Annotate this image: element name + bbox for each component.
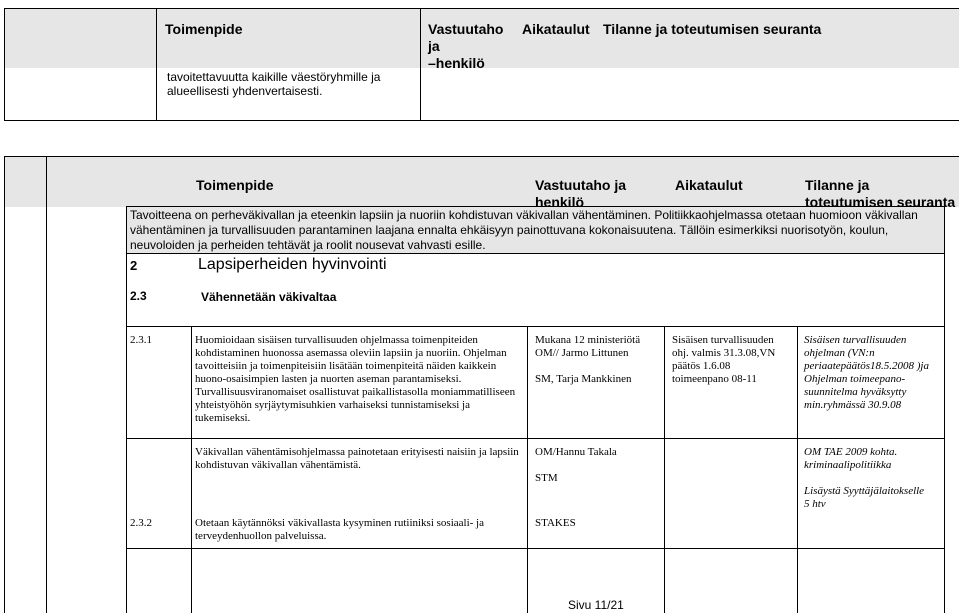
main-header-toimenpide: Toimenpide [196,177,274,193]
top-body-text: tavoitettavuutta kaikille väestöryhmille ja alueellisesti yhdenvertaisesti. [167,70,381,98]
main-header-vastuutaho: Vastuutaho ja henkilö [535,177,627,210]
row-action: Väkivallan vähentämisohjelmassa painotetaan erityisesti naisiin ja lapsiin kohdistuvan väkivallan vähentämistä. [195,446,519,471]
section-number: 2 [130,258,138,273]
goal-text: Tavoitteena on perheväkivallan ja eteenkin lapsiin ja nuoriin kohdistuvan väkivallan vähentäminen. Politiikkaohjelmassa otetaan huomioon väkivallan vähentäminen ja turvallisuuden parantaminen laajana ennalta ehkäisyyn painottuvana kokonaisuutena. Tällöin esimerkiksi nuorisotyön, koulun, neuvoloiden ja perheiden tehtävät ja roolit nousevat vahvasti esille. [130,208,918,252]
row-status: OM TAE 2009 kohta. kriminaalipolitiikka Lisäystä Syyttäjälaitokselle 5 htv [804,446,925,510]
row-responsible: STAKES [535,517,576,529]
subsection-number: 2.3 [130,289,147,303]
page-number: Sivu 11/21 [568,598,624,612]
row-schedule: Sisäisen turvallisuuden ohj. valmis 31.3.08,VN päätös 1.6.08 toimeenpano 08-11 [672,334,776,385]
main-header-tilanne: Tilanne ja toteutumisen seuranta [805,177,956,210]
row-responsible: Mukana 12 ministeriötä OM// Jarmo Littunen SM, Tarja Mankkinen [535,334,641,385]
row-responsible: OM/Hannu Takala STM [535,446,617,484]
row-status: Sisäisen turvallisuuden ohjelman (VN:n periaatepäätös18.5.2008 )ja Ohjelman toimeepano- suunnitelma hyväksytty min.ryhmässä 30.9.08 [804,334,929,411]
top-header-toimenpide: Toimenpide [165,21,243,37]
row-number: 2.3.2 [130,517,152,529]
top-header-aikataulut: Aikataulut [522,21,590,37]
row-action: Huomioidaan sisäisen turvallisuuden ohjelmassa toimenpiteiden kohdistaminen huonossa asemassa oleviin lapsiin ja nuoriin. Ohjelman tavoitteisiin ja toimenpiteisiin lisätään toimenpiteitä näiden kaikkein huono-osaisimpien lasten ja nuorten aseman parantamiseksi. Turvallisuusviranomaiset osallistuvat paikallistasolla moniammatilliseen yhteistyöhön syrjäytymisuhkien varhaiseksi tunnistamiseksi ja tukemiseksi. [195,334,516,424]
subsection-title: Vähennetään väkivaltaa [201,290,337,304]
top-header-vastuutaho: Vastuutaho ja –henkilö [428,21,504,71]
top-header-tilanne: Tilanne ja toteutumisen seuranta [603,21,822,37]
section-title: Lapsiperheiden hyvinvointi [198,256,387,273]
row-action: Otetaan käytännöksi väkivallasta kysyminen rutiiniksi sosiaali- ja terveydenhuollon palveluissa. [195,517,484,542]
main-header-aikataulut: Aikataulut [675,177,743,193]
row-number: 2.3.1 [130,334,152,346]
